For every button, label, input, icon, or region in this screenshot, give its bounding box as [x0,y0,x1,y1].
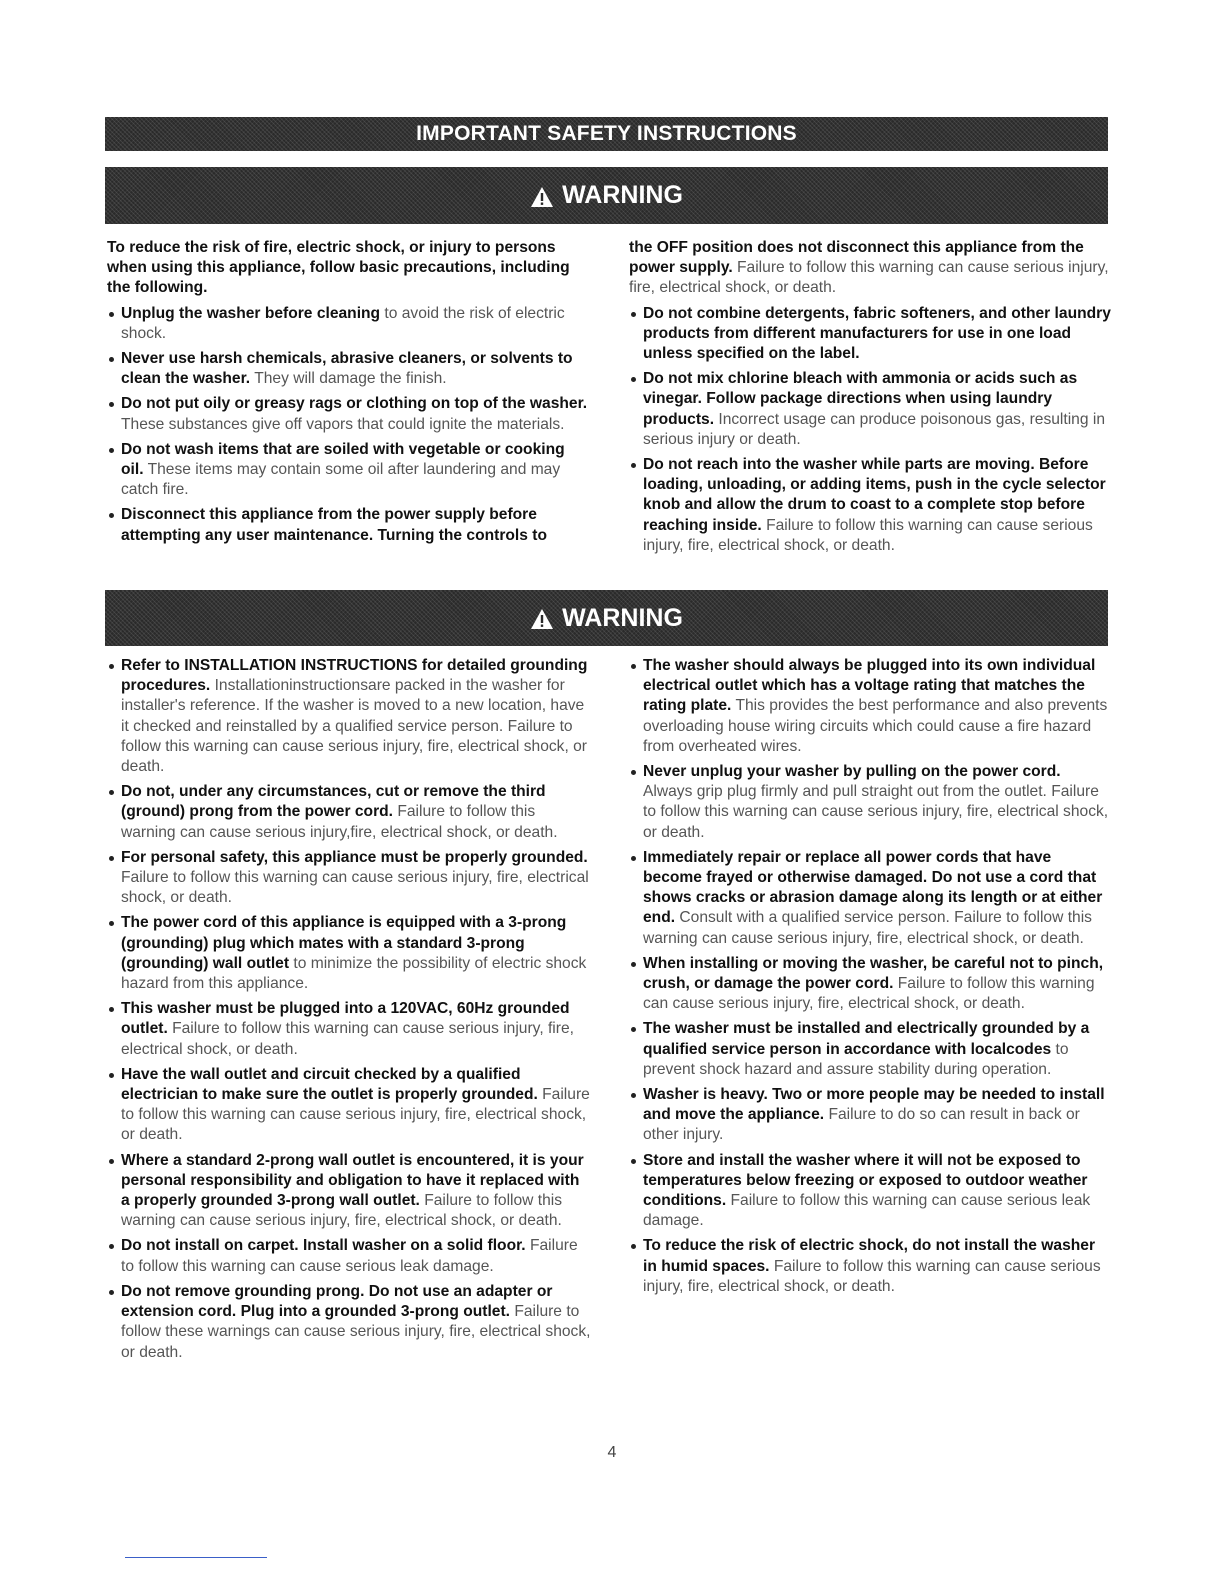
list-item: Do not put oily or greasy rags or clothing on top of the washer. These substances give off vapors that could ignite the materials. [107,394,591,434]
list-item: Washer is heavy. Two or more people may be needed to install and move the appliance. Failure to do so can result in back or other injury. [629,1085,1111,1146]
list-item: Have the wall outlet and circuit checked by a qualified electrician to make sure the outlet is properly grounded. Failure to follow this warning can cause serious injury, fire, electrical shock, or death. [107,1065,591,1146]
list-item: Immediately repair or replace all power cords that have become frayed or otherwise damaged. Do not use a cord that shows cracks or abrasion damage along its length or at either end. Consult with a qualified service person. Failure to follow this warning can cause serious injury, fire, electrical shock, or death. [629,848,1111,949]
list-item: Never use harsh chemicals, abrasive cleaners, or solvents to clean the washer. They will damage the finish. [107,349,591,389]
list-item: This washer must be plugged into a 120VAC, 60Hz grounded outlet. Failure to follow this warning can cause serious injury, fire, electrical shock, or death. [107,999,591,1060]
section1-right-column [629,238,1111,561]
list-item: Do not wash items that are soiled with vegetable or cooking oil. These items may contain some oil after laundering and may catch fire. [107,440,591,501]
list-item: The power cord of this appliance is equipped with a 3-prong (grounding) plug which mates with a standard 3-prong (grounding) wall outlet to minimize the possibility of electric shock hazard from this appliance. [107,913,591,994]
page-number: 4 [607,1444,617,1461]
continued-item: the OFF position does not disconnect this appliance from the power supply. Failure to follow this warning can cause serious injury, fire, electrical shock, or death. [629,239,1109,297]
intro-text: To reduce the risk of fire, electric shock, or injury to persons when using this appliance, follow basic precautions, including the following. [107,239,570,297]
warning-label: WARNING [562,181,683,209]
list-item: Where a standard 2-prong wall outlet is encountered, it is your personal responsibility and obligation to have it replaced with a properly grounded 3-prong wall outlet. Failure to follow this warning can cause serious injury, fire, electrical shock, or death. [107,1151,591,1232]
list-item: When installing or moving the washer, be careful not to pinch, crush, or damage the power cord. Failure to follow this warning can cause serious injury, fire, electrical shock, or death. [629,954,1111,1015]
list-item: Do not mix chlorine bleach with ammonia or acids such as vinegar. Follow package directions when using laundry products. Incorrect usage can produce poisonous gas, resulting in serious injury or death. [629,369,1111,450]
list-item: Do not, under any circumstances, cut or remove the third (ground) prong from the power cord. Failure to follow this warning can cause serious injury,fire, electrical shock, or death. [107,782,591,843]
warning-banner-1 [105,167,1108,224]
list-item: Refer to INSTALLATION INSTRUCTIONS for detailed grounding procedures. Installationinstructionsare packed in the washer for installer's reference. If the washer is moved to a new location, have it checked and reinstalled by a qualified service person. Failure to follow this warning can cause serious injury, fire, electrical shock, or death. [107,656,591,777]
safety-title-banner [105,117,1108,151]
warning-triangle-icon [530,608,554,630]
list-item: The washer must be installed and electrically grounded by a qualified service person in accordance with localcodes to prevent shock hazard and assure stability during operation. [629,1019,1111,1080]
list-item: The washer should always be plugged into its own individual electrical outlet which has a voltage rating that matches the rating plate. This provides the best performance and also prevents overloading house wiring circuits which could cause a fire hazard from overheated wires. [629,656,1111,757]
section2-right-column [629,656,1111,1302]
page-title: IMPORTANT SAFETY INSTRUCTIONS [416,122,797,145]
list-item: Store and install the washer where it will not be exposed to temperatures below freezing or exposed to outdoor weather conditions. Failure to follow this warning can cause serious leak damage. [629,1151,1111,1232]
warning-triangle-icon [530,186,554,208]
list-item: Disconnect this appliance from the power supply before attempting any user maintenance. Turning the controls to [107,505,591,545]
list-item: Do not reach into the washer while parts are moving. Before loading, unloading, or adding items, push in the cycle selector knob and allow the drum to coast to a complete stop before reaching inside. Failure to follow this warning can cause serious injury, fire, electrical shock, or death. [629,455,1111,556]
warning-label: WARNING [562,603,683,632]
list-item: Do not combine detergents, fabric softeners, and other laundry products from different manufacturers for use in one load unless specified on the label. [629,304,1111,365]
list-item: For personal safety, this appliance must be properly grounded. Failure to follow this warning can cause serious injury, fire, electrical shock, or death. [107,848,591,909]
list-item: To reduce the risk of electric shock, do not install the washer in humid spaces. Failure to follow this warning can cause serious injury, fire, electrical shock, or death. [629,1236,1111,1297]
warning-banner-2 [105,590,1108,646]
section2-left-column [107,656,591,1368]
footer-rule [125,1557,267,1558]
list-item: Do not remove grounding prong. Do not use an adapter or extension cord. Plug into a grounded 3-prong outlet. Failure to follow these warnings can cause serious injury, fire, electrical shock, or death. [107,1282,591,1363]
list-item: Unplug the washer before cleaning to avoid the risk of electric shock. [107,304,591,344]
list-item: Never unplug your washer by pulling on the power cord. Always grip plug firmly and pull straight out from the outlet. Failure to follow this warning can cause serious injury, fire, electrical shock, or death. [629,762,1111,843]
list-item: Do not install on carpet. Install washer on a solid floor. Failure to follow this warning can cause serious leak damage. [107,1236,591,1276]
section1-left-column [107,238,591,551]
